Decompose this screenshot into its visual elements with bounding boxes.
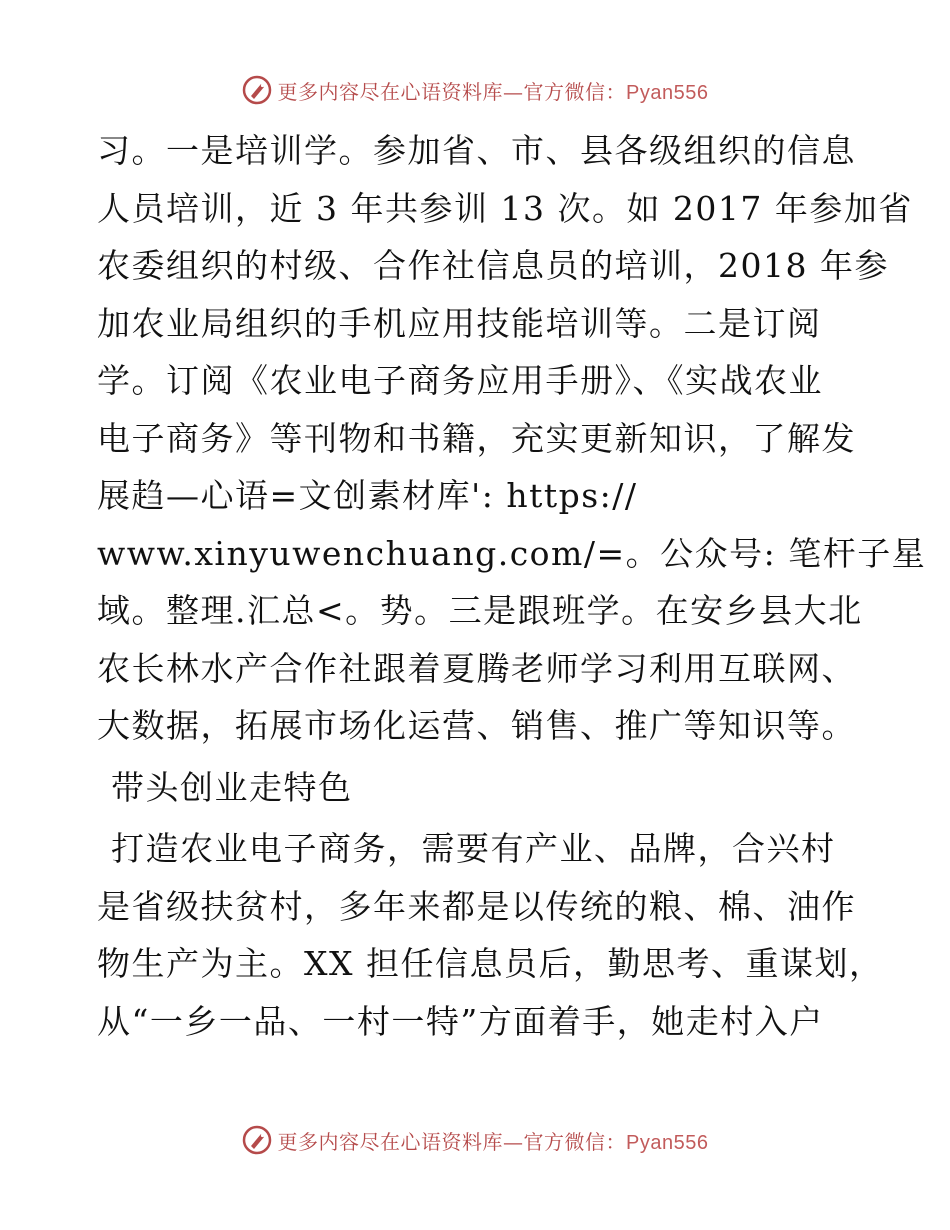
footer-wechat-id: Pyan556 — [626, 1131, 709, 1154]
pen-nib-logo-icon — [242, 1125, 272, 1155]
header-banner-text: 更多内容尽在心语资料库—官方微信：Pyan556 — [277, 79, 709, 104]
body-line: 物生产为主。XX 担任信息员后，勤思考、重谋划， — [97, 944, 884, 983]
body-line: 从“一乡一品、一村一特”方面着手，她走村入户 — [97, 1001, 824, 1041]
body-line: 域。整理.汇总<。势。三是跟班学。在安乡县大北 — [97, 591, 863, 630]
body-line: 展趋—心语=文创素材库': https:// — [97, 476, 638, 515]
body-line: www.xinyuwenchuang.com/=。公众号: 笔杆子星 — [97, 533, 927, 573]
section-heading: 带头创业走特色 — [111, 767, 353, 807]
body-line: 打造农业电子商务，需要有产业、品牌，合兴村 — [111, 829, 836, 868]
footer-banner — [0, 1120, 950, 1160]
body-line: 加农业局组织的手机应用技能培训等。二是订阅 — [97, 303, 822, 343]
footer-banner-text: 更多内容尽在心语资料库—官方微信：Pyan556 — [277, 1129, 709, 1154]
body-line: 大数据，拓展市场化运营、销售、推广等知识等。 — [97, 706, 856, 745]
document-body — [97, 122, 927, 1050]
header-wechat-id: Pyan556 — [626, 81, 709, 104]
body-line: 学。订阅《农业电子商务应用手册》、《实战农业 — [97, 361, 823, 400]
body-line: 农长林水产合作社跟着夏腾老师学习利用互联网、 — [97, 648, 856, 688]
body-line: 习。一是培训学。参加省、市、县各级组织的信息 — [97, 131, 856, 170]
body-line: 电子商务》等刊物和书籍，充实更新知识，了解发 — [97, 418, 856, 458]
body-line: 农委组织的村级、合作社信息员的培训，2018 年参 — [97, 246, 889, 285]
body-line: 是省级扶贫村，多年来都是以传统的粮、棉、油作 — [97, 886, 856, 926]
header-banner — [0, 70, 950, 110]
pen-nib-logo-icon — [242, 75, 272, 105]
body-line: 人员培训，近 3 年共参训 13 次。如 2017 年参加省 — [97, 188, 913, 228]
